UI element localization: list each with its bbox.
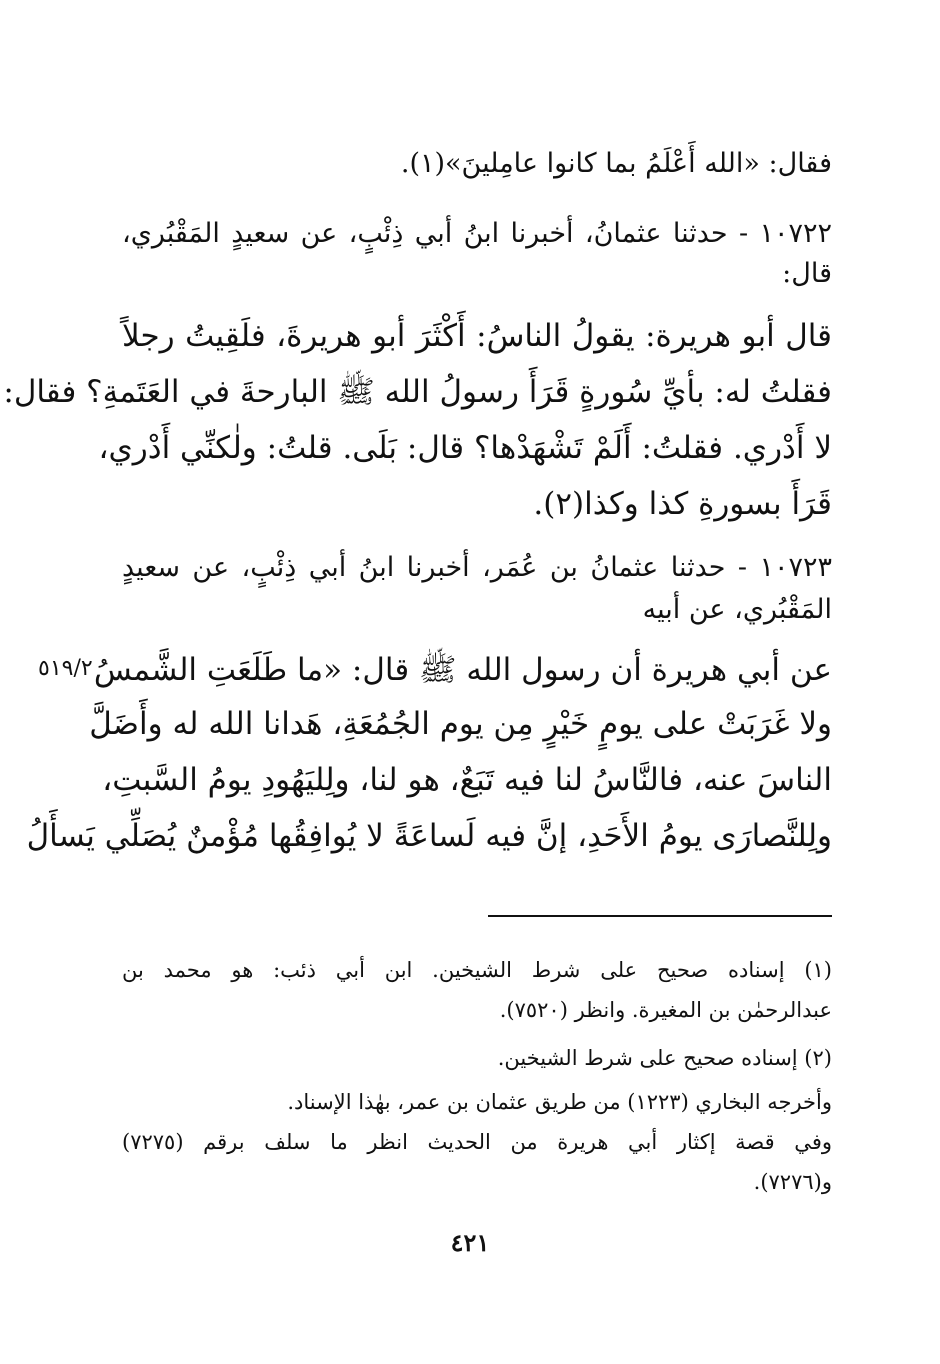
page-number: ٤٢١: [450, 1228, 490, 1257]
hadith-text-line: الناسَ عنه، فالنَّاسُ لنا فيه تَبَعٌ، هو لنا، ولِليَهُودِ يومُ السَّبتِ،: [102, 762, 832, 798]
hadith-text-line: قَرَأَ بسورةِ كذا وكذا(٢).: [533, 486, 832, 522]
footnote-line: (١) إسناده صحيح على شرط الشيخين. ابن أبي ذئب: هو محمد بن: [122, 958, 832, 982]
hadith-text-line: فقلتُ له: بأيِّ سُورةٍ قَرَأَ رسولُ الله ﷺ البارحةَ في العَتَمةِ؟ فقال:: [3, 374, 832, 410]
hadith-chain-line: ١٠٧٢٢ - حدثنا عثمانُ، أخبرنا ابنُ أبي ذِئْبٍ، عن سعيدٍ المَقْبُري،: [122, 218, 832, 249]
footnote-line: وأخرجه البخاري (١٢٢٣) من طريق عثمان بن عمر، بهٰذا الإسناد.: [287, 1090, 832, 1114]
text-line: فقال: «الله أَعْلَمُ بما كانوا عامِلينَ»(١).: [400, 148, 832, 179]
hadith-chain-line: قال:: [782, 258, 832, 289]
footnote-line: عبدالرحمٰن بن المغيرة. وانظر (٧٥٢٠).: [499, 998, 832, 1022]
footnote-line: و(٧٢٧٦).: [753, 1170, 832, 1194]
footnote-line: (٢) إسناده صحيح على شرط الشيخين.: [497, 1046, 832, 1070]
footnote-separator: [488, 915, 832, 917]
hadith-text-line: ولا غَرَبَتْ على يومٍ خَيْرٍ مِن يوم الجُمُعَةِ، هَدانا الله له وأَضَلَّ: [89, 706, 832, 742]
hadith-text-line: ولِلنَّصارَى يومُ الأَحَدِ، إنَّ فيه لَساعَةً لا يُوافِقُها مُؤْمنٌ يُصَلِّي يَسأَلُ: [26, 818, 832, 854]
hadith-text-line: عن أبي هريرة أن رسول الله ﷺ قال: «ما طَلَعَتِ الشَّمسُ: [93, 652, 832, 688]
hadith-chain-line: ١٠٧٢٣ - حدثنا عثمانُ بن عُمَر، أخبرنا ابنُ أبي ذِئْبٍ، عن سعيدٍ: [122, 552, 832, 583]
hadith-text-line: قال أبو هريرة: يقولُ الناسُ: أَكْثَرَ أبو هريرةَ، فلَقِيتُ رجلاً: [122, 318, 832, 354]
margin-reference: ٥١٩/٢: [38, 656, 93, 681]
hadith-chain-line: المَقْبُري، عن أبيه: [642, 594, 832, 625]
footnote-line: وفي قصة إكثار أبي هريرة من الحديث انظر ما سلف برقم (٧٢٧٥): [122, 1130, 832, 1154]
hadith-text-line: لا أَدْري. فقلتُ: أَلَمْ تَشْهَدْها؟ قال: بَلَى. قلتُ: ولٰكنِّي أَدْري،: [98, 430, 832, 466]
